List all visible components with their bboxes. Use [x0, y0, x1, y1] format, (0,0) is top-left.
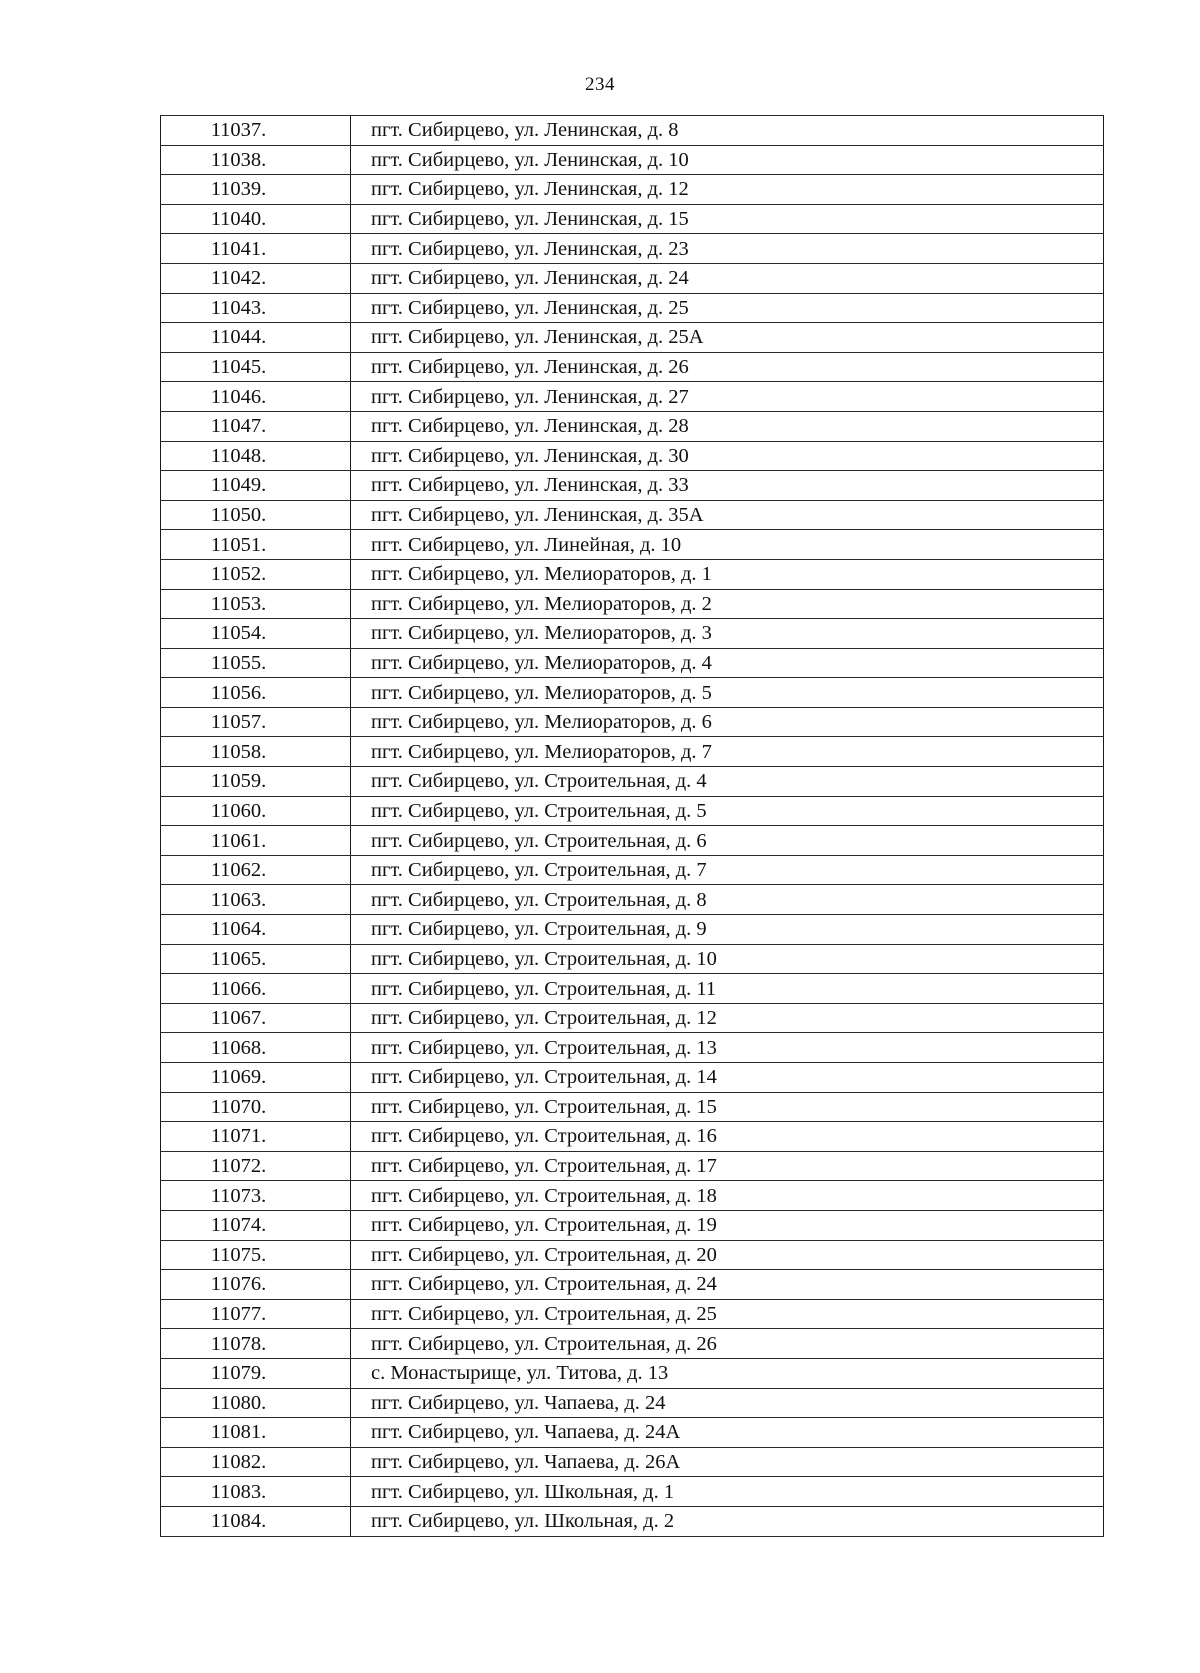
address-cell: пгт. Сибирцево, ул. Ленинская, д. 30 — [351, 441, 1104, 471]
table-row — [161, 1447, 1104, 1477]
row-number-cell: 11068. — [161, 1033, 351, 1063]
table-row — [161, 411, 1104, 441]
address-cell: пгт. Сибирцево, ул. Чапаева, д. 24 — [351, 1388, 1104, 1418]
row-number-cell: 11066. — [161, 974, 351, 1004]
row-number-cell: 11078. — [161, 1329, 351, 1359]
row-number-cell: 11051. — [161, 530, 351, 560]
row-number-cell: 11067. — [161, 1003, 351, 1033]
address-cell: пгт. Сибирцево, ул. Школьная, д. 1 — [351, 1477, 1104, 1507]
address-cell: пгт. Сибирцево, ул. Строительная, д. 19 — [351, 1210, 1104, 1240]
address-cell: пгт. Сибирцево, ул. Строительная, д. 10 — [351, 944, 1104, 974]
row-number-cell: 11076. — [161, 1270, 351, 1300]
address-cell: пгт. Сибирцево, ул. Ленинская, д. 8 — [351, 116, 1104, 146]
table-row — [161, 234, 1104, 264]
row-number-cell: 11083. — [161, 1477, 351, 1507]
table-row — [161, 263, 1104, 293]
row-number-cell: 11060. — [161, 796, 351, 826]
address-cell: пгт. Сибирцево, ул. Мелиораторов, д. 7 — [351, 737, 1104, 767]
table-row — [161, 1151, 1104, 1181]
row-number-cell: 11074. — [161, 1210, 351, 1240]
table-row — [161, 619, 1104, 649]
table-row — [161, 471, 1104, 501]
row-number-cell: 11084. — [161, 1506, 351, 1536]
table-row — [161, 915, 1104, 945]
table-row — [161, 559, 1104, 589]
address-cell: пгт. Сибирцево, ул. Строительная, д. 15 — [351, 1092, 1104, 1122]
table-row — [161, 323, 1104, 353]
table-row — [161, 944, 1104, 974]
address-cell: пгт. Сибирцево, ул. Строительная, д. 4 — [351, 767, 1104, 797]
address-cell: пгт. Сибирцево, ул. Строительная, д. 6 — [351, 826, 1104, 856]
address-cell: пгт. Сибирцево, ул. Строительная, д. 25 — [351, 1299, 1104, 1329]
row-number-cell: 11062. — [161, 855, 351, 885]
row-number-cell: 11052. — [161, 559, 351, 589]
address-cell: пгт. Сибирцево, ул. Строительная, д. 26 — [351, 1329, 1104, 1359]
address-cell: пгт. Сибирцево, ул. Мелиораторов, д. 2 — [351, 589, 1104, 619]
address-table-body — [161, 116, 1104, 1537]
row-number-cell: 11061. — [161, 826, 351, 856]
table-row — [161, 796, 1104, 826]
address-cell: пгт. Сибирцево, ул. Строительная, д. 11 — [351, 974, 1104, 1004]
address-cell: пгт. Сибирцево, ул. Строительная, д. 13 — [351, 1033, 1104, 1063]
address-cell: пгт. Сибирцево, ул. Ленинская, д. 23 — [351, 234, 1104, 264]
row-number-cell: 11042. — [161, 263, 351, 293]
table-row — [161, 707, 1104, 737]
row-number-cell: 11057. — [161, 707, 351, 737]
address-cell: пгт. Сибирцево, ул. Мелиораторов, д. 6 — [351, 707, 1104, 737]
table-row — [161, 1506, 1104, 1536]
table-row — [161, 1033, 1104, 1063]
table-row — [161, 1418, 1104, 1448]
row-number-cell: 11056. — [161, 678, 351, 708]
table-row — [161, 1181, 1104, 1211]
table-row — [161, 1388, 1104, 1418]
row-number-cell: 11065. — [161, 944, 351, 974]
table-row — [161, 352, 1104, 382]
address-cell: пгт. Сибирцево, ул. Строительная, д. 24 — [351, 1270, 1104, 1300]
table-row — [161, 1299, 1104, 1329]
table-row — [161, 855, 1104, 885]
address-cell: с. Монастырище, ул. Титова, д. 13 — [351, 1358, 1104, 1388]
table-row — [161, 1003, 1104, 1033]
row-number-cell: 11058. — [161, 737, 351, 767]
row-number-cell: 11073. — [161, 1181, 351, 1211]
table-row — [161, 441, 1104, 471]
row-number-cell: 11069. — [161, 1063, 351, 1093]
row-number-cell: 11040. — [161, 204, 351, 234]
address-cell: пгт. Сибирцево, ул. Школьная, д. 2 — [351, 1506, 1104, 1536]
table-row — [161, 382, 1104, 412]
row-number-cell: 11082. — [161, 1447, 351, 1477]
address-cell: пгт. Сибирцево, ул. Ленинская, д. 10 — [351, 145, 1104, 175]
row-number-cell: 11043. — [161, 293, 351, 323]
table-row — [161, 530, 1104, 560]
address-cell: пгт. Сибирцево, ул. Чапаева, д. 24А — [351, 1418, 1104, 1448]
address-cell: пгт. Сибирцево, ул. Мелиораторов, д. 5 — [351, 678, 1104, 708]
row-number-cell: 11077. — [161, 1299, 351, 1329]
address-cell: пгт. Сибирцево, ул. Строительная, д. 18 — [351, 1181, 1104, 1211]
row-number-cell: 11080. — [161, 1388, 351, 1418]
address-cell: пгт. Сибирцево, ул. Строительная, д. 7 — [351, 855, 1104, 885]
row-number-cell: 11075. — [161, 1240, 351, 1270]
row-number-cell: 11072. — [161, 1151, 351, 1181]
table-row — [161, 204, 1104, 234]
row-number-cell: 11070. — [161, 1092, 351, 1122]
address-cell: пгт. Сибирцево, ул. Ленинская, д. 28 — [351, 411, 1104, 441]
table-row — [161, 1210, 1104, 1240]
address-cell: пгт. Сибирцево, ул. Линейная, д. 10 — [351, 530, 1104, 560]
table-row — [161, 737, 1104, 767]
address-cell: пгт. Сибирцево, ул. Строительная, д. 20 — [351, 1240, 1104, 1270]
row-number-cell: 11045. — [161, 352, 351, 382]
row-number-cell: 11054. — [161, 619, 351, 649]
address-cell: пгт. Сибирцево, ул. Строительная, д. 12 — [351, 1003, 1104, 1033]
address-cell: пгт. Сибирцево, ул. Ленинская, д. 24 — [351, 263, 1104, 293]
row-number-cell: 11041. — [161, 234, 351, 264]
row-number-cell: 11048. — [161, 441, 351, 471]
address-cell: пгт. Сибирцево, ул. Ленинская, д. 25 — [351, 293, 1104, 323]
address-cell: пгт. Сибирцево, ул. Ленинская, д. 26 — [351, 352, 1104, 382]
table-row — [161, 175, 1104, 205]
address-cell: пгт. Сибирцево, ул. Ленинская, д. 27 — [351, 382, 1104, 412]
address-cell: пгт. Сибирцево, ул. Строительная, д. 17 — [351, 1151, 1104, 1181]
row-number-cell: 11044. — [161, 323, 351, 353]
row-number-cell: 11039. — [161, 175, 351, 205]
address-cell: пгт. Сибирцево, ул. Строительная, д. 14 — [351, 1063, 1104, 1093]
row-number-cell: 11047. — [161, 411, 351, 441]
table-row — [161, 293, 1104, 323]
table-row — [161, 678, 1104, 708]
address-cell: пгт. Сибирцево, ул. Строительная, д. 16 — [351, 1122, 1104, 1152]
table-row — [161, 1063, 1104, 1093]
row-number-cell: 11049. — [161, 471, 351, 501]
row-number-cell: 11037. — [161, 116, 351, 146]
address-cell: пгт. Сибирцево, ул. Мелиораторов, д. 3 — [351, 619, 1104, 649]
table-row — [161, 885, 1104, 915]
table-row — [161, 1270, 1104, 1300]
row-number-cell: 11053. — [161, 589, 351, 619]
address-cell: пгт. Сибирцево, ул. Ленинская, д. 33 — [351, 471, 1104, 501]
table-row — [161, 116, 1104, 146]
address-cell: пгт. Сибирцево, ул. Строительная, д. 8 — [351, 885, 1104, 915]
table-row — [161, 1122, 1104, 1152]
row-number-cell: 11055. — [161, 648, 351, 678]
table-row — [161, 974, 1104, 1004]
row-number-cell: 11063. — [161, 885, 351, 915]
address-table — [160, 115, 1104, 1537]
address-cell: пгт. Сибирцево, ул. Чапаева, д. 26А — [351, 1447, 1104, 1477]
address-cell: пгт. Сибирцево, ул. Ленинская, д. 25А — [351, 323, 1104, 353]
table-row — [161, 767, 1104, 797]
table-row — [161, 500, 1104, 530]
table-row — [161, 826, 1104, 856]
address-cell: пгт. Сибирцево, ул. Строительная, д. 5 — [351, 796, 1104, 826]
table-row — [161, 1092, 1104, 1122]
table-row — [161, 1358, 1104, 1388]
row-number-cell: 11064. — [161, 915, 351, 945]
row-number-cell: 11059. — [161, 767, 351, 797]
row-number-cell: 11038. — [161, 145, 351, 175]
address-cell: пгт. Сибирцево, ул. Ленинская, д. 15 — [351, 204, 1104, 234]
address-cell: пгт. Сибирцево, ул. Мелиораторов, д. 1 — [351, 559, 1104, 589]
row-number-cell: 11071. — [161, 1122, 351, 1152]
table-row — [161, 589, 1104, 619]
row-number-cell: 11081. — [161, 1418, 351, 1448]
address-cell: пгт. Сибирцево, ул. Ленинская, д. 35А — [351, 500, 1104, 530]
address-cell: пгт. Сибирцево, ул. Мелиораторов, д. 4 — [351, 648, 1104, 678]
address-cell: пгт. Сибирцево, ул. Строительная, д. 9 — [351, 915, 1104, 945]
row-number-cell: 11050. — [161, 500, 351, 530]
page-number: 234 — [585, 74, 615, 95]
row-number-cell: 11079. — [161, 1358, 351, 1388]
table-row — [161, 1240, 1104, 1270]
table-row — [161, 1477, 1104, 1507]
table-row — [161, 648, 1104, 678]
table-row — [161, 145, 1104, 175]
table-row — [161, 1329, 1104, 1359]
address-cell: пгт. Сибирцево, ул. Ленинская, д. 12 — [351, 175, 1104, 205]
row-number-cell: 11046. — [161, 382, 351, 412]
